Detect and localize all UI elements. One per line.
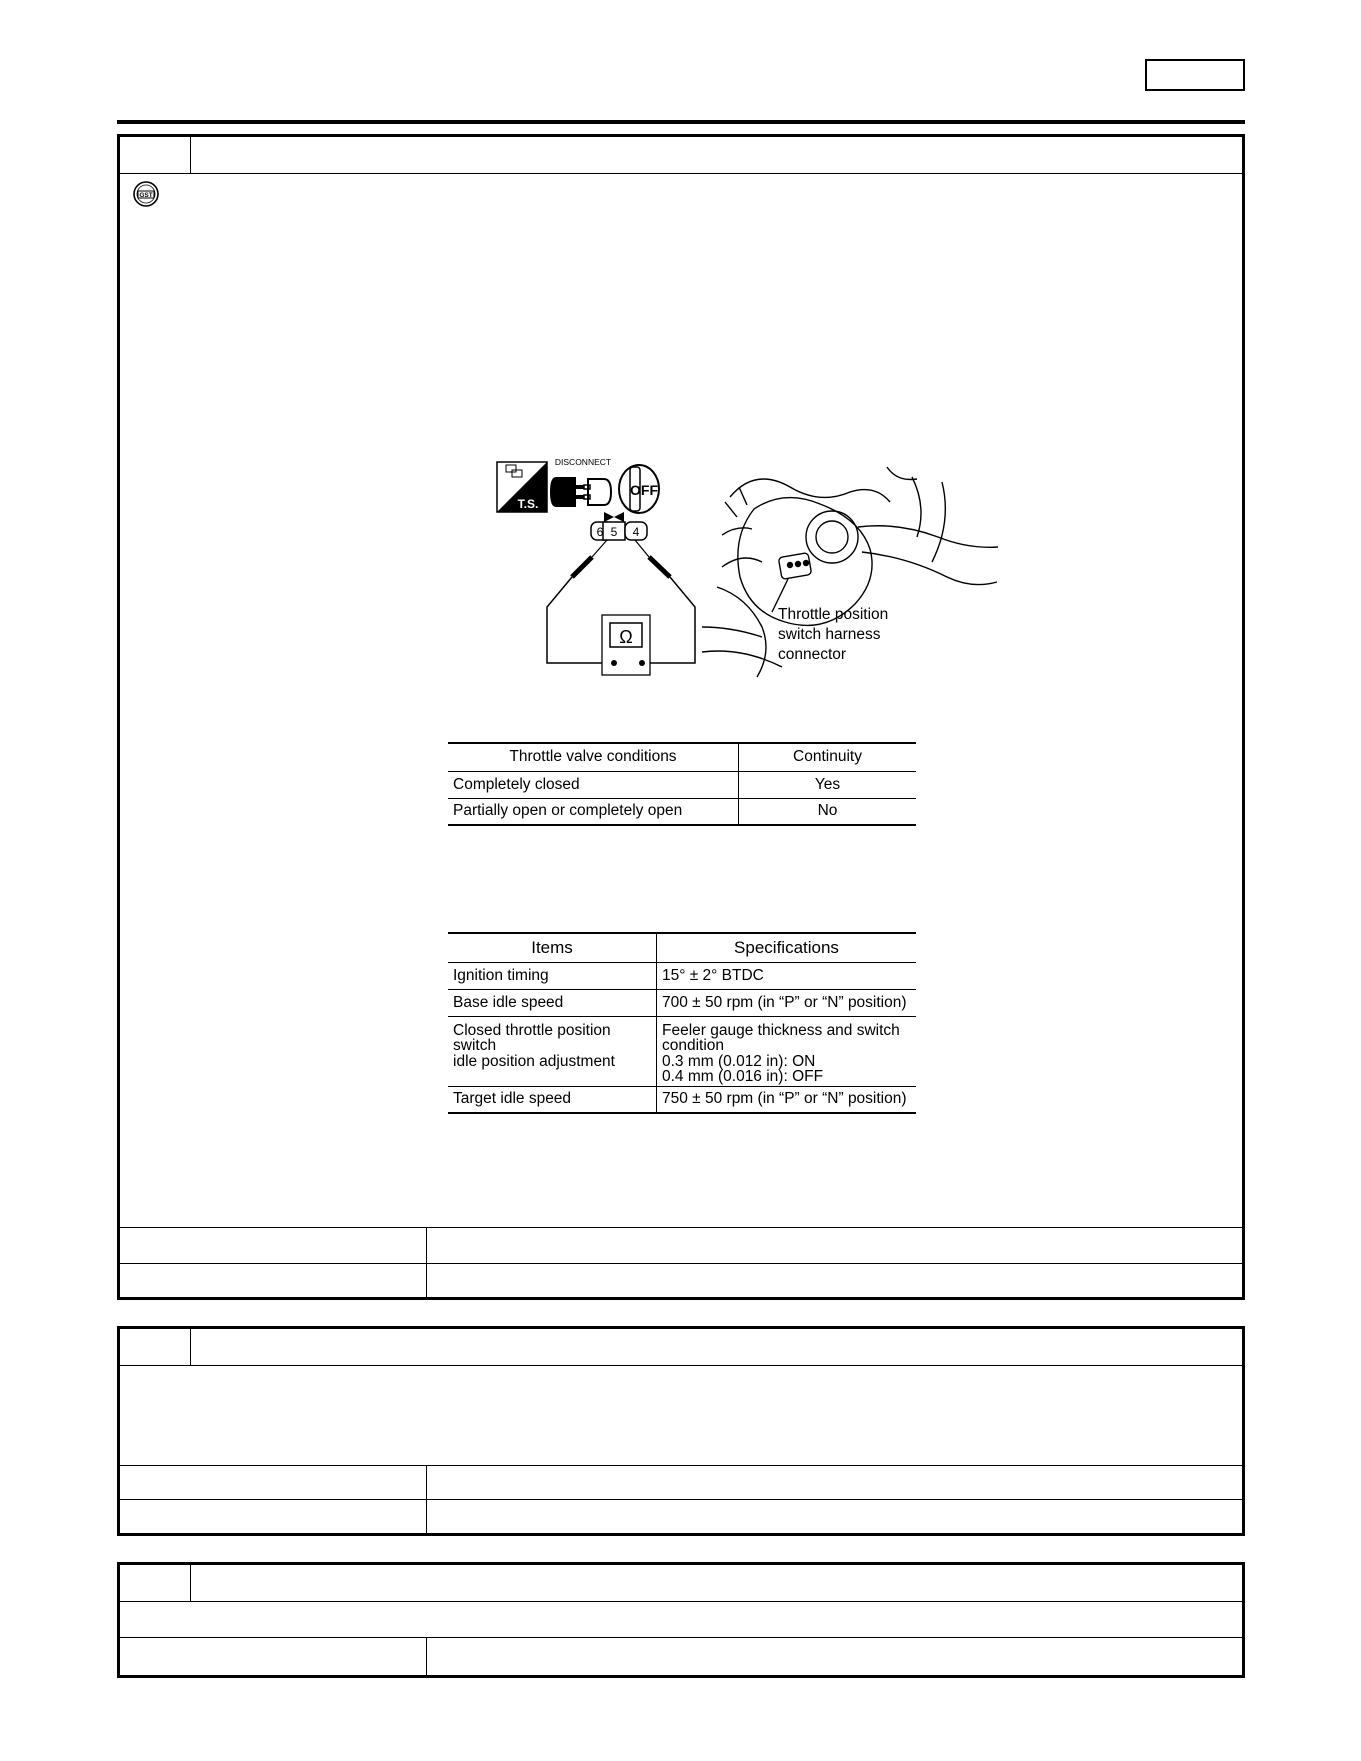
step-number-cell (120, 137, 191, 173)
throttle-switch-illustration (492, 457, 1002, 697)
table-row (448, 1086, 916, 1113)
table-row (448, 962, 916, 989)
result-row (120, 1465, 1242, 1500)
ohmmeter-icon (602, 615, 650, 675)
result-row (120, 1637, 1242, 1676)
svg-text:GST: GST (139, 192, 153, 199)
result-row (120, 1263, 1242, 1298)
table-cell: Yes (814, 775, 841, 793)
page-section-box (1145, 59, 1245, 91)
table-cell: 700 ± 50 rpm (in “P” or “N” position) (662, 993, 907, 1011)
table-cell (657, 1016, 917, 1086)
cell-line: idle position adjustment (453, 1052, 615, 1070)
table-cell: Completely closed (448, 771, 739, 798)
svg-text:Throttle position: Throttle position (778, 606, 889, 623)
svg-text:4: 4 (632, 525, 640, 539)
step-header (120, 1565, 1242, 1602)
svg-text:Ω: Ω (619, 627, 633, 647)
result-label-cell (120, 1638, 427, 1676)
step-block-1 (117, 134, 1245, 1300)
result-label-cell (120, 1466, 427, 1500)
table-cell (448, 1016, 657, 1086)
svg-text:5: 5 (610, 525, 618, 539)
result-label-cell (120, 1228, 427, 1264)
table-header-cell: Specifications (734, 937, 839, 957)
disconnect-icon (550, 457, 611, 507)
svg-text:OFF: OFF (630, 482, 658, 498)
cell-line: 0.3 mm (0.012 in): ON (662, 1052, 816, 1070)
table-header-cell: Items (448, 933, 657, 962)
cell-line: condition (662, 1037, 725, 1054)
table-row (448, 989, 916, 1016)
step-number-cell (120, 1565, 191, 1601)
table-row (448, 771, 916, 798)
svg-text:connector: connector (778, 646, 847, 663)
cell-line: 0.4 mm (0.016 in): OFF (662, 1068, 824, 1085)
table-cell: Ignition timing (448, 962, 657, 989)
engine-bay-sketch (702, 467, 998, 677)
table-cell: Base idle speed (448, 989, 657, 1016)
table-header-row (448, 743, 916, 771)
step-block-3 (117, 1562, 1245, 1678)
step-header (120, 137, 1242, 174)
connector-pins (591, 512, 647, 540)
table-row (448, 798, 916, 825)
table-header-cell: Continuity (793, 748, 862, 766)
step-header (120, 1329, 1242, 1366)
cell-line: Feeler gauge thickness and switch (662, 1021, 900, 1039)
gst-icon (133, 181, 159, 207)
table-cell: Partially open or completely open (448, 798, 739, 825)
tester-icon (497, 462, 547, 512)
table-cell: No (817, 802, 838, 820)
step-block-2 (117, 1326, 1245, 1536)
idle-spec-table (448, 932, 916, 1114)
svg-text:6: 6 (596, 525, 604, 539)
table-header-cell: Throttle valve conditions (448, 743, 739, 771)
table-cell: Target idle speed (448, 1086, 657, 1113)
result-label-cell (120, 1500, 427, 1534)
continuity-table (448, 742, 916, 826)
header-rule (117, 120, 1245, 124)
connector-caption (778, 606, 888, 663)
svg-text:DISCONNECT: DISCONNECT (554, 457, 612, 467)
result-row (120, 1499, 1242, 1534)
table-cell: 750 ± 50 rpm (in “P” or “N” position) (662, 1090, 907, 1108)
svg-text:T.S.: T.S. (517, 497, 539, 511)
step-number-cell (120, 1329, 191, 1365)
table-cell: 15° ± 2° BTDC (662, 966, 764, 984)
cell-line: Closed throttle position switch (453, 1021, 611, 1054)
svg-text:switch harness: switch harness (778, 626, 881, 643)
ignition-off-icon (619, 465, 659, 513)
result-row (120, 1227, 1242, 1264)
table-row (448, 1016, 916, 1086)
table-header-row (448, 933, 916, 962)
result-label-cell (120, 1264, 427, 1298)
